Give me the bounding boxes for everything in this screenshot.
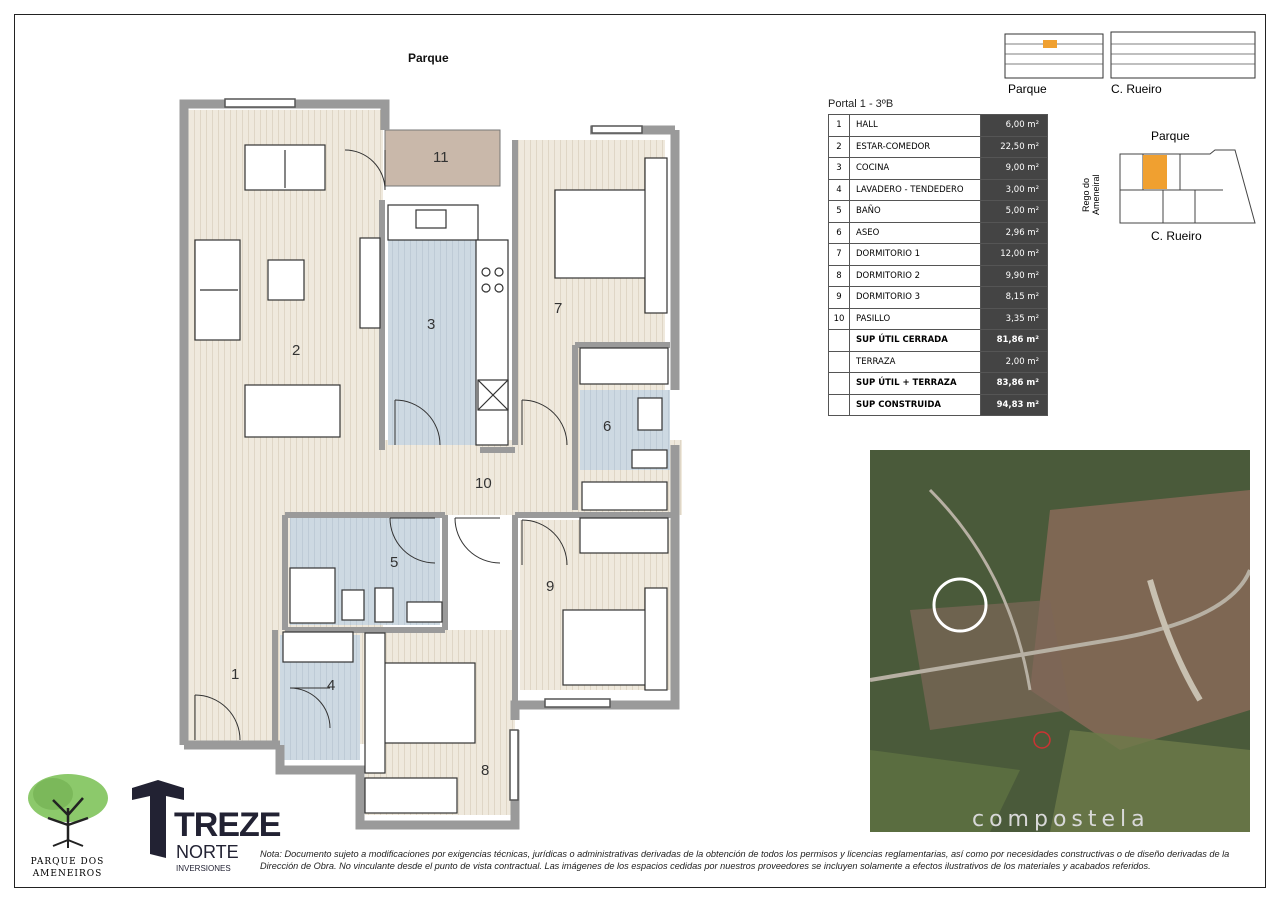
bed-2 xyxy=(375,663,475,743)
room-number-9: 9 xyxy=(546,578,555,595)
building-elevation xyxy=(1003,28,1258,80)
area-row xyxy=(829,115,1048,137)
total-value: 2,00 m² xyxy=(981,351,1048,373)
aerial-map-image xyxy=(870,450,1250,832)
kitchen-floor xyxy=(388,240,478,445)
norte-text: NORTE xyxy=(176,842,239,862)
elevation-caption-right: C. Rueiro xyxy=(1111,82,1162,96)
room-number-1: 1 xyxy=(231,666,240,683)
keyplan-top-label: Parque xyxy=(1151,129,1190,143)
total-value: 83,86 m² xyxy=(981,373,1048,395)
total-name: SUP ÚTIL + TERRAZA xyxy=(850,373,981,395)
total-blank xyxy=(829,373,850,395)
area-number: 3 xyxy=(829,158,850,180)
room-number-2: 2 xyxy=(292,342,301,359)
room-number-6: 6 xyxy=(603,418,612,435)
area-number: 10 xyxy=(829,308,850,330)
area-value: 8,15 m² xyxy=(981,287,1048,309)
area-value: 5,00 m² xyxy=(981,201,1048,223)
area-row xyxy=(829,158,1048,180)
total-value: 94,83 m² xyxy=(981,394,1048,416)
area-value: 9,90 m² xyxy=(981,265,1048,287)
room-number-11: 11 xyxy=(433,149,449,166)
area-number: 9 xyxy=(829,287,850,309)
total-row xyxy=(829,373,1048,395)
area-name: BAÑO xyxy=(850,201,981,223)
area-name: COCINA xyxy=(850,158,981,180)
room-number-3: 3 xyxy=(427,316,436,333)
dining-table xyxy=(245,385,340,437)
area-row xyxy=(829,265,1048,287)
area-row xyxy=(829,179,1048,201)
room-number-5: 5 xyxy=(390,554,399,571)
parque-logo-line1: PARQUE DOS xyxy=(30,857,105,867)
parque-logo-line2: AMENEIROS xyxy=(32,869,103,879)
inversiones-text: INVERSIONES xyxy=(176,864,231,873)
area-table xyxy=(828,114,1048,416)
total-row xyxy=(829,330,1048,352)
legal-note: Nota: Documento sujeto a modificaciones por exigencias técnicas, jurídicas o administrativas derivadas de la obtención de todos los permisos y licencias reglamentarias, así como por necesidades constructivas o de diseño derivadas de la Dirección de Obra. No vinculante desde el punto de vista contractual. Las imágenes de los espacios cedidas por nuestros proveedores se incluyen solamente a efectos ilustrativos de los materiales y acabados referidos. xyxy=(260,849,1230,871)
area-number: 6 xyxy=(829,222,850,244)
aerial-watermark: compostela xyxy=(972,807,1150,832)
elevation-caption-left: Parque xyxy=(1008,82,1047,96)
total-row xyxy=(829,351,1048,373)
unit-highlight xyxy=(1043,40,1057,48)
area-name: LAVADERO - TENDEDERO xyxy=(850,179,981,201)
area-row xyxy=(829,287,1048,309)
area-name: DORMITORIO 2 xyxy=(850,265,981,287)
area-row xyxy=(829,222,1048,244)
room-number-8: 8 xyxy=(481,762,490,779)
area-name: PASILLO xyxy=(850,308,981,330)
keyplan-side-label: Rego do Ameneiral xyxy=(1081,174,1101,215)
area-name: ESTAR-COMEDOR xyxy=(850,136,981,158)
area-value: 3,00 m² xyxy=(981,179,1048,201)
room-number-7: 7 xyxy=(554,300,563,317)
treze-norte-logo xyxy=(128,780,281,880)
area-value: 2,96 m² xyxy=(981,222,1048,244)
park-label: Parque xyxy=(408,51,449,65)
total-name: SUP CONSTRUIDA xyxy=(850,394,981,416)
room-number-4: 4 xyxy=(327,677,336,694)
total-blank xyxy=(829,394,850,416)
side-table xyxy=(268,260,304,300)
portal-label: Portal 1 - 3ºB xyxy=(828,98,894,110)
keyplan-bottom-label: C. Rueiro xyxy=(1151,229,1202,243)
area-number: 7 xyxy=(829,244,850,266)
total-value: 81,86 m² xyxy=(981,330,1048,352)
area-value: 9,00 m² xyxy=(981,158,1048,180)
tree-icon xyxy=(23,770,113,848)
area-number: 5 xyxy=(829,201,850,223)
area-name: DORMITORIO 3 xyxy=(850,287,981,309)
total-blank xyxy=(829,351,850,373)
room-number-10: 10 xyxy=(475,475,492,492)
area-value: 22,50 m² xyxy=(981,136,1048,158)
area-number: 2 xyxy=(829,136,850,158)
area-value: 6,00 m² xyxy=(981,115,1048,137)
tv-unit xyxy=(360,238,380,328)
area-number: 1 xyxy=(829,115,850,137)
total-row xyxy=(829,394,1048,416)
total-name: SUP ÚTIL CERRADA xyxy=(850,330,981,352)
area-row xyxy=(829,136,1048,158)
area-name: DORMITORIO 1 xyxy=(850,244,981,266)
area-number: 8 xyxy=(829,265,850,287)
area-value: 3,35 m² xyxy=(981,308,1048,330)
area-row xyxy=(829,201,1048,223)
key-plan xyxy=(1115,148,1260,230)
area-row xyxy=(829,244,1048,266)
area-number: 4 xyxy=(829,179,850,201)
treze-text: TREZE xyxy=(174,806,281,844)
total-name: TERRAZA xyxy=(850,351,981,373)
floor-plan xyxy=(170,90,690,830)
total-blank xyxy=(829,330,850,352)
area-name: HALL xyxy=(850,115,981,137)
area-name: ASEO xyxy=(850,222,981,244)
area-value: 12,00 m² xyxy=(981,244,1048,266)
parque-dos-ameneiros-logo xyxy=(20,770,115,882)
keyplan-highlight xyxy=(1143,155,1167,189)
area-row xyxy=(829,308,1048,330)
